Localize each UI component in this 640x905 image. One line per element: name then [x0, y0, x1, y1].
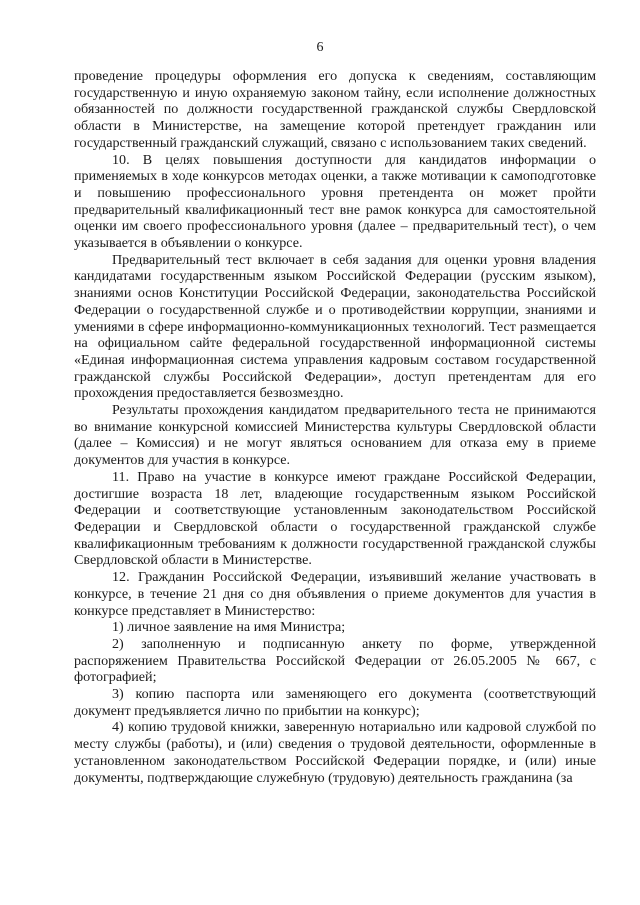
paragraph-continuation: проведение процедуры оформления его допуска к сведениям, составляющим государственную и иную охраняемую законом тайну, если исполнение должностных обязанностей по должности государственной гражданской службы Свердловской области в Министерстве, на замещение которой претендует гражданин или государственный гражданский служащий, связано с использованием таких сведений. [74, 68, 596, 151]
paragraph-item-11: 11. Право на участие в конкурсе имеют граждане Российской Федерации, достигшие возраста 18 лет, владеющие государственным языком Российской Федерации и соответствующие установленным законодательством Российской Федерации и Свердловской области о государственной гражданской службе квалификационным требованиям к должности государственной гражданской службы Свердловской области в Министерстве. [74, 468, 596, 569]
paragraph-item-12: 12. Гражданин Российской Федерации, изъявивший желание участвовать в конкурсе, в течение 21 дня со дня объявления о приеме документов для участия в конкурсе представляет в Министерство: [74, 569, 596, 619]
list-item-3: 3) копию паспорта или заменяющего его документа (соответствующий документ предъявляется лично по прибытии на конкурс); [74, 686, 596, 719]
page-number: 6 [316, 40, 324, 55]
paragraph-item-10: 10. В целях повышения доступности для кандидатов информации о применяемых в ходе конкурсов методах оценки, а также мотивации к самоподготовке и повышению профессионального уровня претендента он может пройти предварительный квалификационный тест вне рамок конкурса для самостоятельной оценки им своего профессионального уровня (далее – предварительный тест), о чем указывается в объявлении о конкурсе. [74, 151, 596, 252]
list-item-4: 4) копию трудовой книжки, заверенную нотариально или кадровой службой по месту службы (работы), и (или) сведения о трудовой деятельности, оформленные в установленном законодательством Российской Федерации порядке, и (или) иные документы, подтверждающие служебную (трудовую) деятельность гражданина (за [74, 719, 596, 786]
paragraph-test-results: Результаты прохождения кандидатом предварительного теста не принимаются во внимание конкурсной комиссией Министерства культуры Свердловской области (далее – Комиссия) и не могут являться основанием для отказа ему в приеме документов для участия в конкурсе. [74, 402, 596, 469]
document-body [74, 68, 596, 786]
paragraph-preliminary-test: Предварительный тест включает в себя задания для оценки уровня владения кандидатами государственным языком Российской Федерации (русским языком), знаниями основ Конституции Российской Федерации, законодательства Российской Федерации о государственной службе и о противодействии коррупции, знаниями и умениями в сфере информационно-коммуникационных технологий. Тест размещается на официальном сайте федеральной государственной информационной системы «Единая информационная система управления кадровым составом государственной гражданской службы Российской Федерации», доступ претендентам для его прохождения предоставляется безвозмездно. [74, 251, 596, 402]
list-item-2: 2) заполненную и подписанную анкету по форме, утвержденной распоряжением Правительства Российской Федерации от 26.05.2005 № 667, с фотографией; [74, 635, 596, 686]
list-item-1: 1) личное заявление на имя Министра; [112, 619, 346, 636]
